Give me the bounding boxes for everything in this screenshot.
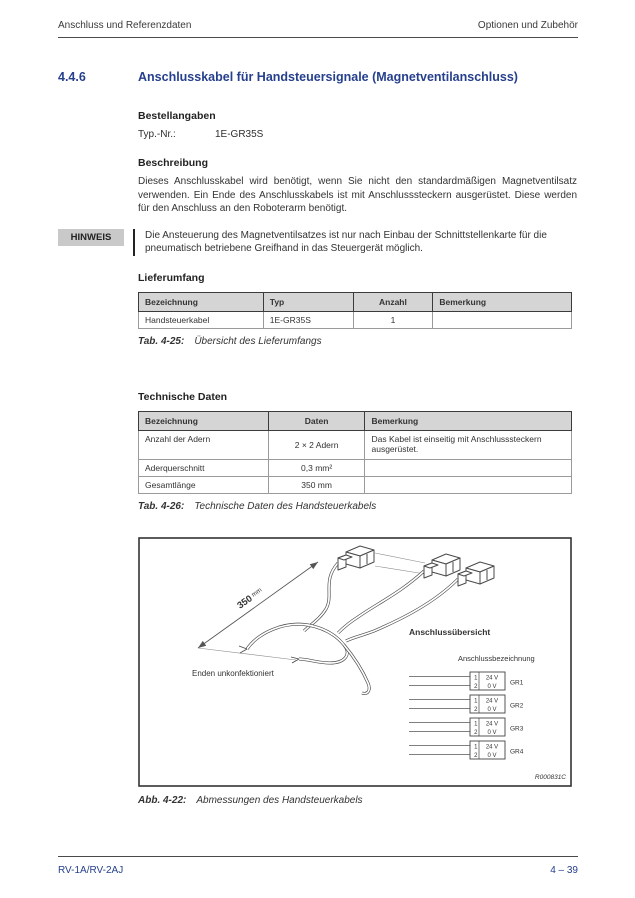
leader-line: [375, 566, 425, 574]
pin-voltage: 24 V: [485, 744, 499, 750]
col-bemerkung: Bemerkung: [433, 292, 572, 311]
footer-page-number: 4 – 39: [550, 865, 578, 876]
pin-voltage: 24 V: [485, 675, 499, 681]
col-anzahl: Anzahl: [353, 292, 433, 311]
cell-typ: 1E-GR35S: [263, 311, 353, 328]
ends-label: Enden unkonfektioniert: [192, 668, 274, 678]
table-header-row: [139, 411, 572, 430]
typ-nr-label: Typ.-Nr.:: [138, 129, 176, 140]
connector-name: GR3: [510, 725, 524, 732]
pin-no: 2: [474, 706, 478, 713]
table-row: [139, 430, 572, 459]
section-title: Anschlusskabel für Handsteuersignale (Magnetventilanschluss): [138, 70, 518, 84]
connector-icon: [458, 562, 494, 586]
overview-label: Anschlussübersicht: [409, 626, 491, 637]
pin-diagram-gr4: [409, 741, 524, 759]
table-caption-4-25: [138, 336, 577, 347]
pin-diagram-gr1: [409, 672, 524, 690]
typ-nr-value: 1E-GR35S: [215, 129, 264, 140]
lieferumfang-table: [138, 292, 572, 329]
pin-no: 1: [474, 698, 478, 704]
beschreibung-text: Dieses Anschlusskabel wird benötigt, wenn Sie nicht den standardmäßigen Magnetventilsatz verwenden. Ein Ende des Anschlusskabels ist mit Anschlusssteckern ausgerüstet. Diese werden für den Anschluss an den Roboterarm benötigt.: [138, 176, 577, 214]
figure-caption-4-22: [138, 795, 577, 806]
cell-daten: 350 mm: [268, 476, 365, 493]
pin-diagram-gr2: [409, 695, 524, 713]
caption-text: Übersicht des Lieferumfangs: [194, 335, 322, 347]
cell-daten: 0,3 mm²: [268, 459, 365, 476]
cell-bezeichnung: Handsteuerkabel: [139, 311, 264, 328]
cell-bezeichnung: Aderquerschnitt: [139, 459, 269, 476]
hinweis-note: [58, 229, 577, 256]
pin-no: 2: [474, 729, 478, 736]
table-header-row: [139, 292, 572, 311]
cable-figure: [138, 537, 572, 787]
dimension-label: 350mm: [235, 586, 264, 611]
technische-daten-heading: Technische Daten: [138, 390, 228, 403]
pin-voltage: 0 V: [487, 683, 497, 690]
pin-diagram-gr3: [409, 718, 524, 736]
caption-label: Tab. 4-26:: [138, 500, 185, 512]
pin-no: 2: [474, 683, 478, 690]
bestellangaben-heading: Bestellangaben: [138, 110, 216, 122]
pin-no: 1: [474, 744, 478, 750]
connector-icon: [338, 546, 374, 570]
pin-voltage: 24 V: [485, 698, 499, 704]
caption-label: Tab. 4-25:: [138, 335, 185, 347]
beschreibung-heading: Beschreibung: [138, 157, 209, 169]
table-row: [139, 476, 572, 493]
cable-dimension-drawing: [138, 537, 572, 787]
table-row: [139, 459, 572, 476]
lieferumfang-heading: Lieferumfang: [138, 271, 205, 284]
cell-bemerkung: [433, 311, 572, 328]
cell-bemerkung: [365, 459, 572, 476]
col-daten: Daten: [268, 411, 365, 430]
page-header: [58, 20, 578, 38]
connector-name: GR4: [510, 748, 524, 755]
table-caption-4-26: [138, 501, 577, 512]
typ-nr-row: [138, 129, 577, 140]
cell-bezeichnung: Anzahl der Adern: [139, 430, 269, 459]
pin-no: 1: [474, 721, 478, 727]
section-heading: [58, 70, 577, 84]
connector-icon: [424, 554, 460, 578]
cell-bemerkung: [365, 476, 572, 493]
col-bezeichnung: Bezeichnung: [139, 411, 269, 430]
leader-line: [198, 648, 296, 660]
pin-no: 2: [474, 752, 478, 759]
pin-voltage: 24 V: [485, 721, 499, 727]
col-typ: Typ: [263, 292, 353, 311]
cell-bezeichnung: Gesamtlänge: [139, 476, 269, 493]
page-footer: [58, 856, 578, 876]
pin-heading: Anschlussbezeichnung: [458, 653, 535, 663]
pin-voltage: 0 V: [487, 729, 497, 736]
caption-text: Technische Daten des Handsteuerkabels: [194, 500, 377, 512]
cell-bemerkung: Das Kabel ist einseitig mit Anschlusssteckern ausgerüstet.: [365, 430, 572, 459]
page-content: [58, 70, 577, 806]
connector-name: GR1: [510, 679, 524, 686]
caption-text: Abmessungen des Handsteuerkabels: [196, 794, 363, 806]
technische-daten-table: [138, 411, 572, 494]
header-left-text: Anschluss und Referenzdaten: [58, 20, 192, 31]
caption-label: Abb. 4-22:: [138, 794, 187, 806]
pin-voltage: 0 V: [487, 706, 497, 713]
hinweis-text: Die Ansteuerung des Magnetventilsatzes ist nur nach Einbau der Schnittstellenkarte für die pneumatisch betriebene Greifhand in das Steuergerät möglich.: [133, 229, 577, 256]
section-number: 4.4.6: [58, 70, 86, 84]
table-row: [139, 311, 572, 328]
col-bemerkung: Bemerkung: [365, 411, 572, 430]
pin-no: 1: [474, 675, 478, 681]
pin-voltage: 0 V: [487, 752, 497, 759]
cell-daten: 2 × 2 Adern: [268, 430, 365, 459]
col-bezeichnung: Bezeichnung: [139, 292, 264, 311]
hinweis-badge: HINWEIS: [58, 229, 124, 246]
leader-line: [375, 553, 425, 563]
footer-doc-id: RV-1A/RV-2AJ: [58, 865, 124, 876]
connector-name: GR2: [510, 702, 524, 709]
figure-ref-code: R000831C: [534, 773, 566, 781]
cell-anzahl: 1: [353, 311, 433, 328]
header-right-text: Optionen und Zubehör: [477, 20, 578, 31]
